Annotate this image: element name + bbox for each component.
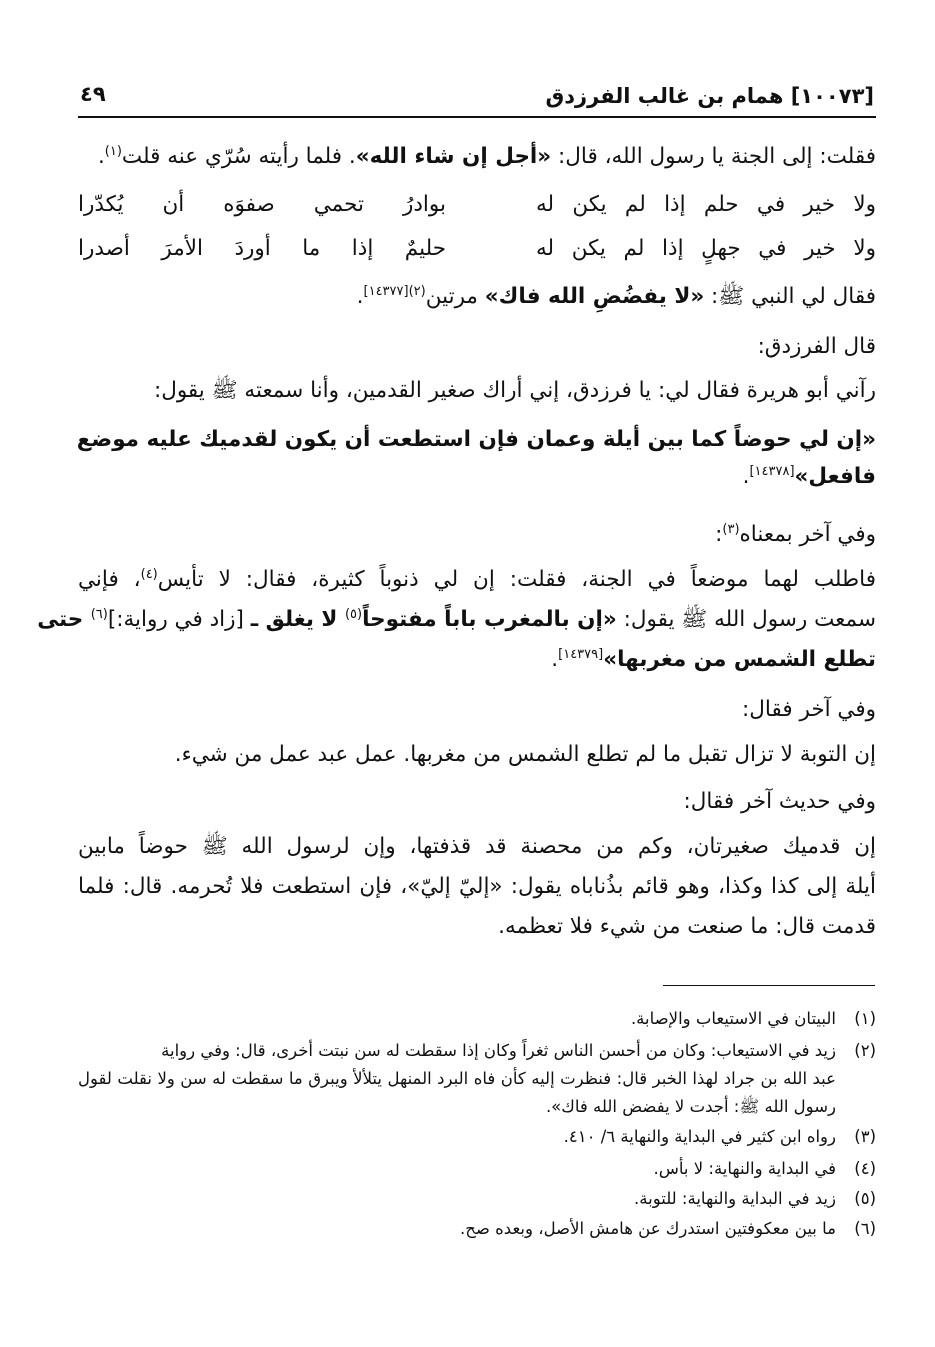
text-run: فافعل» (794, 464, 876, 489)
text-run: فقلت: إلى الجنة يا رسول الله، قال: (551, 144, 876, 169)
text-line (78, 693, 876, 727)
text-run: «أجل إن شاء الله» (355, 144, 552, 169)
text-line (78, 423, 876, 457)
text-line (78, 330, 876, 364)
footnote-number: (٦) (854, 1219, 876, 1238)
text-run: . (742, 464, 750, 489)
footnote-number: (٥) (854, 1189, 876, 1208)
text-run: لا يغلق ـ (250, 607, 345, 632)
text-run: إن التوبة لا تزال تقبل ما لم تطلع الشمس من مغربها. عمل عبد عمل من شيء. (174, 742, 876, 767)
text-line (78, 910, 876, 944)
verse-first-hemistich: ولا خير في حلم إذا لم يكن له (536, 192, 876, 217)
footnote-marker: (٥) (344, 606, 363, 622)
footnote-number: (٣) (854, 1127, 876, 1146)
footnote-continuation: عبد الله بن جراد لهذا الخبر قال: فنظرت إليه كأن فاه البرد المنهل يتلألأ ويبرق ما سقطت له سن ولا نقلت لقول (78, 1069, 836, 1088)
text-line (78, 870, 876, 904)
text-run: «إن بالمغرب باباً مفتوحاً (362, 607, 617, 632)
text-run: قدمت قال: ما صنعت من شيء فلا تعظمه. (498, 914, 876, 939)
text-run: مرتين (425, 284, 485, 309)
text-run: وفي آخر بمعناه (739, 522, 876, 547)
running-title: [١٠٠٧٣] همام بن غالب الفرزدق (545, 84, 874, 108)
verse-second-hemistich: بوادرُ تحمي صفوَه أن يُكدّرا (78, 192, 446, 217)
text-line (78, 830, 876, 864)
text-line (78, 518, 876, 552)
text-run: . (356, 284, 364, 309)
page-header (78, 82, 876, 118)
text-run: حتى (37, 607, 91, 632)
text-line (37, 603, 876, 637)
footnote-marker: (٦) (90, 606, 108, 622)
footnote-text: البيتان في الاستيعاب والإصابة. (630, 1009, 836, 1028)
text-line (78, 374, 876, 408)
text-run: تطلع الشمس من مغربها» (603, 647, 876, 672)
footnote-number: (٢) (854, 1041, 876, 1060)
footnote-marker: [١٤٣٧٩] (558, 646, 604, 662)
text-run: فقال لي النبي ﷺ: (704, 284, 876, 309)
text-line (78, 280, 876, 314)
text-run: فاطلب لهما موضعاً في الجنة، فقلت: إن لي ذنوباً كثيرة، فقال: لا تأيس (157, 567, 876, 592)
footnote-marker: (١) (104, 143, 122, 159)
text-run: رآني أبو هريرة فقال لي: يا فرزدق، إني أراك صغير القدمين، وأنا سمعته ﷺ يقول: (153, 378, 876, 403)
text-run: أيلة إلى كذا وكذا، وهو قائم بذُناباه يقول: «إليّ إليّ»، فإن استطعت فلا تُحرمه. قال: فلما (78, 874, 876, 899)
footnote-marker: (٤) (140, 566, 158, 582)
text-run: [زاد في رواية:] (107, 607, 251, 632)
text-run: إن قدميك صغيرتان، وكم من محصنة قد قذفتها، وإن لرسول الله ﷺ حوضاً مابين (78, 834, 876, 859)
verse-second-hemistich: حليمٌ إذا ما أوردَ الأمرَ أصدرا (78, 236, 446, 261)
footnote-marker: (٢)[١٤٣٧٧] (363, 283, 426, 299)
text-line (78, 460, 876, 494)
footnote-marker: [١٤٣٧٨] (749, 463, 795, 479)
text-run: : (715, 522, 723, 547)
footnote-number: (٤) (854, 1159, 876, 1178)
footnote-number: (١) (854, 1009, 876, 1028)
text-line (78, 738, 876, 772)
footnote-text: رواه ابن كثير في البداية والنهاية ٦/ ٤١٠. (563, 1127, 836, 1146)
text-line (78, 643, 876, 677)
text-run: . (551, 647, 559, 672)
text-run: وفي حديث آخر فقال: (683, 789, 876, 814)
text-run: «إن لي حوضاً كما بين أيلة وعمان فإن استطعت أن يكون لقدميك عليه موضع (76, 427, 876, 452)
footnote-separator (663, 985, 875, 986)
text-run: ، فإني (78, 567, 141, 592)
text-run: . فلما رأيته سُرّي عنه قلت (121, 144, 356, 169)
text-run: . (97, 144, 105, 169)
footnote-text: ما بين معكوفتين استدرك عن هامش الأصل، وبعده صح. (460, 1219, 836, 1238)
text-line (78, 140, 876, 174)
footnote-text: زيد في البداية والنهاية: للتوبة. (634, 1189, 836, 1208)
text-line (78, 785, 876, 819)
text-run: سمعت رسول الله ﷺ يقول: (616, 607, 876, 632)
text-run: قال الفرزدق: (757, 334, 876, 359)
footnote-continuation: رسول الله ﷺ: أجدت لا يفضض الله فاك». (545, 1097, 836, 1116)
text-run: وفي آخر فقال: (742, 697, 876, 722)
verse-first-hemistich: ولا خير في جهلٍ إذا لم يكن له (536, 236, 876, 261)
page-number: ٤٩ (80, 82, 106, 106)
footnote-text: زيد في الاستيعاب: وكان من أحسن الناس ثغراً وكان إذا سقطت له سن نبتت أخرى، قال: وفي رواية (161, 1041, 836, 1060)
text-run: «لا يفضُضِ الله فاك» (484, 284, 705, 309)
footnote-text: في البداية والنهاية: لا بأس. (653, 1159, 836, 1178)
text-line (78, 563, 876, 597)
footnote-marker: (٣) (722, 521, 740, 537)
